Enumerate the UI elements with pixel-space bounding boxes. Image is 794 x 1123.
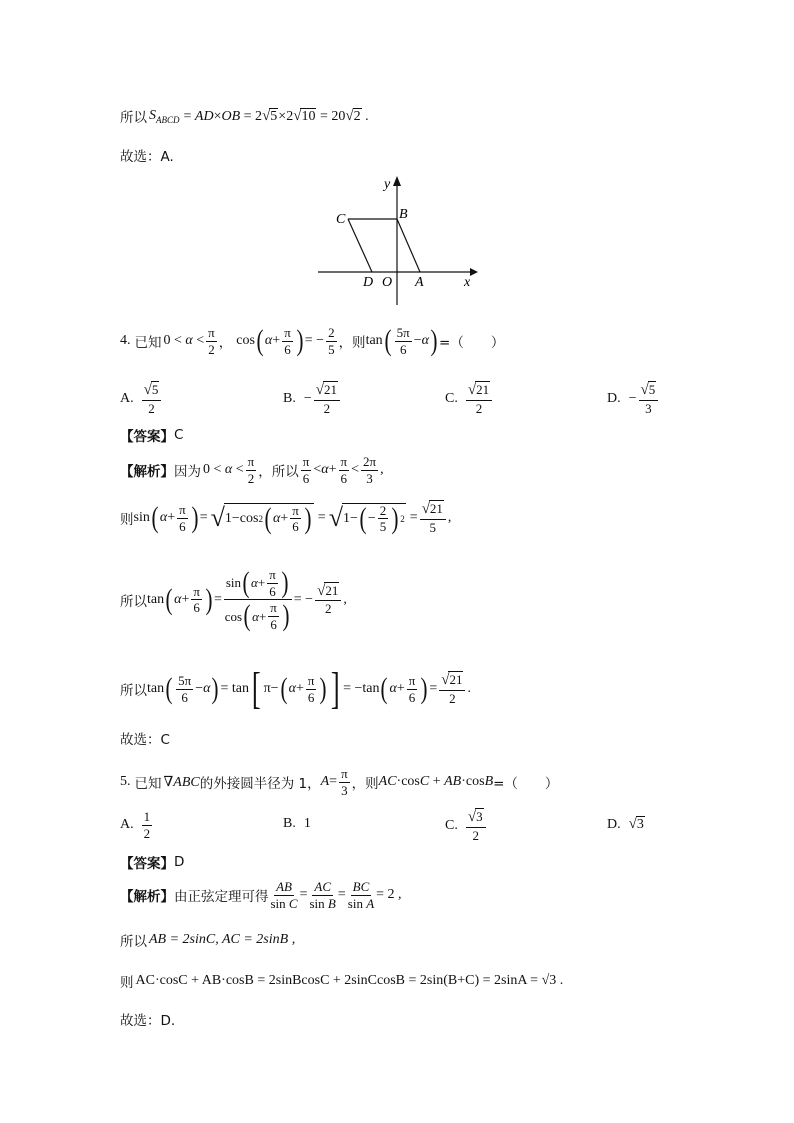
q5-option-a: A. $\frac{1}{2}$: [120, 809, 151, 841]
choose-a: 故选：A.: [120, 149, 174, 165]
q5-jiexi-3: 则 AC·cosC + AB·cosB = 2sinBcosC + 2sinCcosB = 2sin(B+C) = 2sinA = √3 .: [120, 973, 564, 991]
fig-y: y: [384, 177, 391, 192]
q5-jiexi-1: 【解析】 由正弦定理可得 $\frac{AB}{\text{sin C}}$ = $\frac{AC}{\text{sin B}}$ = $\frac{BC}{\text{sin A}}$ = 2 ,: [120, 879, 402, 911]
q5-jiexi-2: 所以 AB = 2sinC, AC = 2sinB ,: [120, 932, 296, 950]
q5-answer: 【答案】 D: [120, 854, 185, 872]
q4-option-a: A. $\frac{√5}{2}$: [120, 383, 163, 415]
fig-o: O: [382, 275, 393, 290]
q4-jiexi-3: 所以 tan ( α + $\frac{\pi}{6}$ ) = sin ( α + $\frac{\pi}{6}$ ) cos ( α + $\frac{\pi}{6}$ ) = − $\frac{√21}{2}$ ,: [120, 566, 347, 633]
q5-stem: 5. 已知 ∇ABC 的外接圆半径为 1， A = $\frac{\pi}{3}$ ，则 AC·cosC + AB·cosB =（ ）: [120, 766, 559, 798]
fig-d: D: [363, 275, 374, 290]
area-prefix: 所以: [120, 110, 147, 126]
q4-text1: 已知: [134, 335, 162, 352]
fig-x: x: [464, 275, 471, 290]
q4-final: 故选：C: [120, 732, 170, 748]
q4-answer: 【答案】 C: [120, 427, 184, 445]
q4-stem: 4. 已知 0 < α < $\frac{\pi}{2}$ ， cos ( α + $\frac{\pi}{6}$ ) = − $\frac{2}{5}$ ，则 tan ( $\frac{5\pi}{6}$ − α ) =（ ）: [120, 324, 505, 358]
q4-jiexi-4: 所以 tan ( $\frac{5\pi}{6}$ − α ) = tan [ π− ( α + $\frac{\pi}{6}$ ) ] = −tan ( α + $\frac{\pi}{6}$ ) = $\frac{√21}{2}$ .: [120, 664, 471, 713]
q4-stem-end: =（ ）: [439, 335, 505, 352]
area-formula: = AD×OB = 2√5×2√10 = 20√2 .: [183, 107, 369, 124]
area-line: [120, 106, 369, 126]
q4-option-d: D. − $\frac{√5}{3}$: [607, 383, 660, 415]
q5-option-d: D. √3: [607, 816, 644, 832]
q4-jiexi-2: 则 sin ( α + $\frac{\pi}{6}$ ) = √ 1−cos 2 ( α + $\frac{\pi}{6}$ ) = √ 1− ( − $\frac{2}{5}$ ) 2 = $\frac{√21}{5}$ ,: [120, 501, 452, 535]
q4-jiexi-1: 【解析】 因为 0 < α < $\frac{\pi}{2}$ ，所以 $\frac{\pi}{6}$ < α + $\frac{\pi}{6}$ < $\frac{2\pi}{3}$ ,: [120, 454, 384, 486]
fig-a: A: [415, 275, 424, 290]
fig-b: B: [399, 207, 408, 222]
q4-option-c: C. $\frac{√21}{2}$: [445, 383, 494, 415]
q5-option-b: B. 1: [283, 816, 311, 831]
fig-c: C: [336, 212, 346, 227]
q4-num: 4.: [120, 333, 131, 349]
q5-final: 故选：D.: [120, 1013, 176, 1029]
q4-option-b: B. − $\frac{√21}{2}$: [283, 383, 342, 415]
area-symbol: $S_{ABCD}$: [149, 107, 180, 125]
q5-option-c: C. $\frac{√3}{2}$: [445, 810, 488, 842]
parallelogram-figure: [310, 172, 485, 312]
